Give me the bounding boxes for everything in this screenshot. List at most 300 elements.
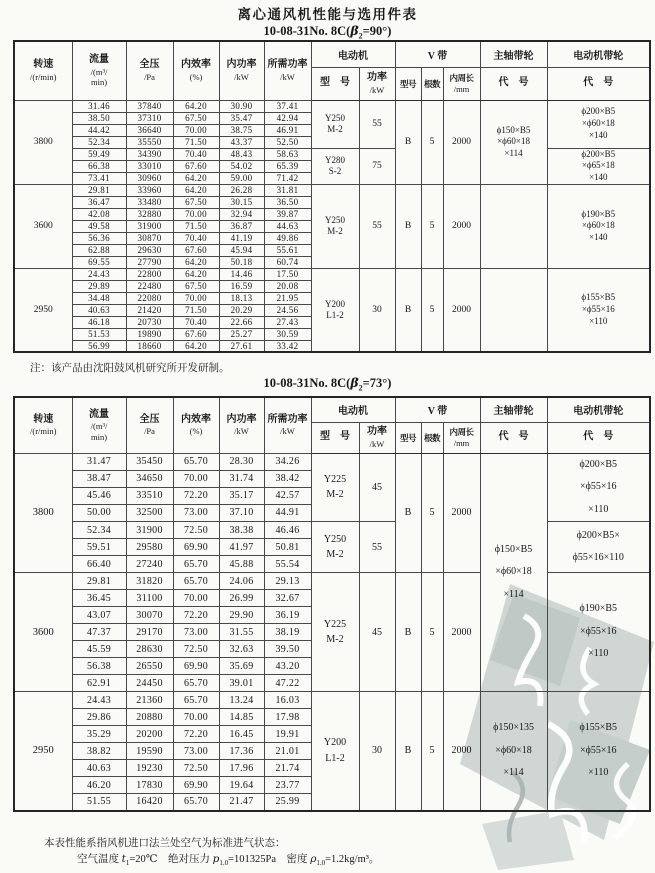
subtitle-text: 10-08-31No. 8C( (263, 24, 351, 38)
cell: 48.43 (219, 148, 264, 160)
cell: 44.42 (72, 124, 126, 136)
cell: 37310 (126, 112, 173, 124)
cell: 72.20 (173, 487, 219, 504)
cell: 73.41 (72, 172, 126, 184)
cell: 66.38 (72, 160, 126, 172)
table-row (14, 453, 650, 470)
cell: 46.18 (72, 316, 126, 328)
motor-model-text: Y225 (323, 618, 347, 630)
cell: 56.99 (72, 340, 126, 352)
cell: 45.94 (219, 244, 264, 256)
motor-pulley-cell (547, 100, 650, 148)
shaft-pulley-cell (480, 100, 547, 184)
cell: 50.18 (219, 256, 264, 268)
cell: 26.28 (219, 184, 264, 196)
cell: 39.87 (264, 208, 311, 220)
cell: 55.61 (264, 244, 311, 256)
cell: 50.81 (264, 539, 311, 556)
cell: 70.40 (173, 316, 219, 328)
motor-power-cell: 30 (359, 692, 395, 811)
cell: 43.37 (219, 136, 264, 148)
cell: 70.00 (173, 709, 219, 726)
col-header-motor-code: 代 号 (547, 67, 650, 100)
cell: 72.50 (173, 760, 219, 777)
pulley-code-text: ×ϕ55×16 (579, 481, 617, 492)
cell: 32.67 (264, 590, 311, 607)
table-row (14, 522, 650, 539)
cell: 16.03 (264, 692, 311, 709)
vbelt-model-cell: B (395, 100, 421, 184)
pulley-code-text: ϕ150×B5 (494, 543, 533, 555)
vbelt-count-cell: 5 (421, 100, 443, 184)
motor-model-text: M-2 (326, 489, 344, 501)
cell: 64.20 (173, 184, 219, 196)
cell: 65.70 (173, 794, 219, 811)
cell: 35450 (126, 453, 173, 470)
cell: 29630 (126, 244, 173, 256)
motor-model-text: Y250 (325, 113, 345, 124)
vbelt-count-cell: 5 (421, 453, 443, 573)
cell: 29.13 (264, 573, 311, 590)
cell: 23.77 (264, 777, 311, 794)
cell: 56.38 (72, 658, 126, 675)
cell: 59.00 (219, 172, 264, 184)
cell: 70.00 (173, 124, 219, 136)
source-note: 注：该产品由沈阳鼓风机研究所开发研制。 (30, 363, 230, 374)
cell: 72.20 (173, 607, 219, 624)
pulley-code-text: ×ϕ60×18 (581, 118, 615, 129)
cell: 21.95 (264, 292, 311, 304)
cell: 17.50 (264, 268, 311, 280)
cell: 42.08 (72, 208, 126, 220)
subtitle-text: =73°) (362, 376, 392, 390)
col-header-v-count: 根数 (421, 67, 443, 100)
motor-power-cell: 75 (359, 148, 395, 184)
cell: 19890 (126, 328, 173, 340)
beta-symbol: β (350, 375, 359, 390)
pulley-code-text: ϕ200×B5 (581, 148, 616, 159)
cell: 38.47 (72, 470, 126, 487)
pulley-code-text: ×140 (588, 171, 608, 182)
col-header-motor-power: 功率 /kW (359, 422, 395, 453)
cell: 27790 (126, 256, 173, 268)
cell: 40.63 (72, 304, 126, 316)
cell: 25.27 (219, 328, 264, 340)
cell: 73.00 (173, 504, 219, 521)
pulley-code-text: ×ϕ55×16 (579, 625, 617, 637)
cell: 67.60 (173, 244, 219, 256)
cell: 20730 (126, 316, 173, 328)
cell: 73.00 (173, 624, 219, 641)
table-row (14, 148, 650, 160)
cell: 34390 (126, 148, 173, 160)
cell: 34.26 (264, 453, 311, 470)
cell: 67.50 (173, 112, 219, 124)
footer-text: 空气温度 (77, 853, 122, 865)
pulley-code-text: ×114 (503, 588, 524, 600)
table-row (14, 184, 650, 196)
cell: 21.01 (264, 743, 311, 760)
cell: 35550 (126, 136, 173, 148)
cell: 27.61 (219, 340, 264, 352)
cell: 41.97 (219, 539, 264, 556)
col-header-motor-code: 代 号 (547, 422, 650, 453)
page-title: 离心通风机性能与选用件表 (237, 7, 418, 22)
cell: 45.59 (72, 641, 126, 658)
cell: 18.13 (219, 292, 264, 304)
cell: 51.53 (72, 328, 126, 340)
cell: 35.47 (219, 112, 264, 124)
cell: 19.64 (219, 777, 264, 794)
col-header-speed: 转速 /(r/min) (14, 41, 72, 100)
col-header-pressure: 全压 /Pa (126, 397, 173, 453)
pulley-code-text: ϕ155×B5 (579, 722, 618, 733)
motor-power-cell: 55 (359, 184, 395, 268)
pulley-code-text: ×110 (588, 767, 609, 778)
rpm-cell: 3800 (14, 453, 72, 573)
subtitle-text: =90°) (362, 24, 392, 38)
cell: 67.50 (173, 196, 219, 208)
cell: 45.46 (72, 487, 126, 504)
cell: 37.10 (219, 504, 264, 521)
cell: 49.58 (72, 220, 126, 232)
cell: 58.63 (264, 148, 311, 160)
motor-power-cell: 55 (359, 522, 395, 573)
motor-model-text: Y225 (323, 473, 347, 485)
col-header-required-power: 所需功率 /kW (264, 397, 311, 453)
cell: 55.54 (264, 556, 311, 573)
motor-model-cell (311, 453, 359, 522)
pulley-code-text: ϕ150×B5 (496, 124, 531, 135)
cell: 67.60 (173, 160, 219, 172)
cell: 64.20 (173, 172, 219, 184)
footer-text: =1.2kg/m³。 (325, 853, 380, 865)
cell: 35.29 (72, 726, 126, 743)
cell: 52.34 (72, 522, 126, 539)
cell: 65.70 (173, 692, 219, 709)
cell: 44.91 (264, 504, 311, 521)
motor-model-cell (311, 268, 359, 352)
col-header-v-model: 型号 (395, 67, 421, 100)
col-header-v-count: 根数 (421, 422, 443, 453)
motor-model-text: M-2 (327, 226, 343, 237)
pulley-code-text: ×ϕ65×18 (581, 160, 615, 171)
cell: 46.91 (264, 124, 311, 136)
cell: 42.94 (264, 112, 311, 124)
cell: 13.24 (219, 692, 264, 709)
cell: 69.90 (173, 777, 219, 794)
cell: 36.87 (219, 220, 264, 232)
vbelt-model-cell: B (395, 573, 421, 692)
pulley-code-text: ×110 (589, 315, 608, 326)
cell: 39.50 (264, 641, 311, 658)
cell: 65.70 (173, 573, 219, 590)
cell: 52.50 (264, 136, 311, 148)
motor-model-cell (311, 100, 359, 148)
cell: 64.20 (173, 340, 219, 352)
cell: 65.39 (264, 160, 311, 172)
col-header-v-length: 内周长 /mm (443, 67, 480, 100)
cell: 21360 (126, 692, 173, 709)
col-header-required-power: 所需功率 /kW (264, 41, 311, 100)
col-header-vbelt: V 带 (395, 41, 480, 67)
col-header-internal-power: 内功率 /kW (219, 41, 264, 100)
cell: 62.91 (72, 675, 126, 692)
cell: 30070 (126, 607, 173, 624)
motor-model-text: M-2 (326, 549, 344, 560)
pulley-code-text: ×110 (588, 648, 609, 660)
vbelt-length-cell: 2000 (443, 184, 480, 268)
shaft-pulley-cell (480, 453, 547, 692)
motor-model-cell (311, 522, 359, 573)
motor-model-text: Y200 (323, 737, 347, 749)
cell: 36.45 (72, 590, 126, 607)
motor-pulley-cell (547, 573, 650, 692)
motor-pulley-cell (547, 184, 650, 268)
pulley-code-text: ϕ200×B5 (579, 458, 618, 470)
cell: 59.49 (72, 148, 126, 160)
col-header-motor-pulley: 电动机带轮 (547, 41, 650, 67)
temp-variable: t (121, 852, 126, 865)
cell: 14.85 (219, 709, 264, 726)
cell: 31.55 (219, 624, 264, 641)
footer-text: =20℃ 绝对压力 (129, 853, 213, 865)
density-variable: ρ (310, 852, 317, 865)
footer-line2 (44, 852, 379, 869)
cell: 70.00 (173, 208, 219, 220)
cell: 31100 (126, 590, 173, 607)
cell: 16.45 (219, 726, 264, 743)
cell: 34650 (126, 470, 173, 487)
cell: 72.50 (173, 522, 219, 539)
pulley-code-text: ×ϕ60×18 (495, 566, 532, 577)
vbelt-model-cell: B (395, 184, 421, 268)
cell: 31820 (126, 573, 173, 590)
pulley-code-text: ϕ190×B5 (579, 603, 618, 615)
cell: 37.41 (264, 100, 311, 112)
cell: 42.57 (264, 487, 311, 504)
cell: 20.29 (219, 304, 264, 316)
pulley-code-text: ×114 (503, 767, 524, 778)
cell: 29170 (126, 624, 173, 641)
cell: 27.43 (264, 316, 311, 328)
motor-pulley-cell (547, 268, 650, 352)
cell: 69.55 (72, 256, 126, 268)
pulley-code-text: ϕ155×B5 (581, 292, 616, 303)
cell: 40.63 (72, 760, 126, 777)
motor-model-text: L1-2 (326, 309, 344, 320)
cell: 33480 (126, 196, 173, 208)
motor-power-cell: 45 (359, 453, 395, 522)
cell: 64.20 (173, 268, 219, 280)
motor-model-cell (311, 184, 359, 268)
table1-subtitle (0, 23, 655, 41)
motor-pulley-cell (547, 522, 650, 573)
cell: 47.22 (264, 675, 311, 692)
motor-power-cell: 45 (359, 573, 395, 692)
vbelt-count-cell: 5 (421, 692, 443, 811)
cell: 34.48 (72, 292, 126, 304)
cell: 32.63 (219, 641, 264, 658)
cell: 30.15 (219, 196, 264, 208)
cell: 38.42 (264, 470, 311, 487)
cell: 19590 (126, 743, 173, 760)
vbelt-length-cell: 2000 (443, 100, 480, 184)
density-subscript: 1.0 (316, 858, 326, 867)
motor-model-text: Y250 (325, 215, 345, 226)
vbelt-length-cell: 2000 (443, 573, 480, 692)
cell: 69.90 (173, 539, 219, 556)
footer-note (44, 836, 379, 868)
motor-model-text: M-2 (326, 634, 344, 645)
cell: 35.69 (219, 658, 264, 675)
col-header-flow: 流量 /(m³/ min) (72, 41, 126, 100)
beta-subscript: 2 (358, 383, 363, 393)
cell: 70.00 (173, 590, 219, 607)
pulley-code-text: ϕ55×16×110 (572, 552, 624, 563)
cell: 43.20 (264, 658, 311, 675)
vbelt-count-cell: 5 (421, 573, 443, 692)
cell: 30960 (126, 172, 173, 184)
cell: 50.00 (72, 504, 126, 521)
table2-container (13, 396, 651, 812)
motor-model-text: Y200 (325, 299, 345, 310)
cell: 17830 (126, 777, 173, 794)
cell: 66.40 (72, 556, 126, 573)
pulley-code-text: ×114 (504, 147, 523, 158)
motor-model-cell (311, 692, 359, 811)
cell: 60.74 (264, 256, 311, 268)
cell: 21420 (126, 304, 173, 316)
cell: 70.40 (173, 148, 219, 160)
col-header-motor: 电动机 (311, 397, 395, 422)
cell: 24.06 (219, 573, 264, 590)
cell: 21.47 (219, 794, 264, 811)
cell: 16420 (126, 794, 173, 811)
cell: 67.50 (173, 280, 219, 292)
cell: 22480 (126, 280, 173, 292)
cell: 19230 (126, 760, 173, 777)
cell: 56.36 (72, 232, 126, 244)
pulley-code-text: ϕ200×B5× (576, 529, 620, 541)
cell: 49.86 (264, 232, 311, 244)
motor-pulley-cell (547, 148, 650, 184)
cell: 70.00 (173, 292, 219, 304)
col-header-motor-model: 型 号 (311, 422, 359, 453)
pressure-variable: p (212, 852, 220, 865)
cell: 65.70 (173, 675, 219, 692)
cell: 17.36 (219, 743, 264, 760)
motor-model-text: L1-2 (325, 752, 345, 764)
cell: 21.74 (264, 760, 311, 777)
cell: 22800 (126, 268, 173, 280)
pulley-code-text: ϕ200×B5 (581, 106, 616, 117)
col-header-shaft-code: 代 号 (480, 422, 547, 453)
footer-text: =101325Pa 密度 (228, 853, 311, 865)
col-header-v-length: 内周长 /mm (443, 422, 480, 453)
pulley-code-text: ×ϕ60×18 (495, 744, 532, 756)
table-row (14, 692, 650, 709)
cell: 62.88 (72, 244, 126, 256)
cell: 17.98 (264, 709, 311, 726)
vbelt-length-cell: 2000 (443, 268, 480, 352)
cell: 36640 (126, 124, 173, 136)
vbelt-model-cell: B (395, 453, 421, 573)
pulley-code-text: ×140 (588, 231, 608, 242)
motor-model-text: Y250 (323, 533, 347, 545)
cell: 29.81 (72, 184, 126, 196)
cell: 28630 (126, 641, 173, 658)
cell: 33960 (126, 184, 173, 196)
cell: 36.47 (72, 196, 126, 208)
cell: 38.50 (72, 112, 126, 124)
pulley-code-text: ×ϕ55×16 (581, 303, 615, 314)
beta-symbol: β (350, 23, 359, 38)
table-row (14, 268, 650, 280)
cell: 45.88 (219, 556, 264, 573)
cell: 29.86 (72, 709, 126, 726)
cell: 28.30 (219, 453, 264, 470)
cell: 31.47 (72, 453, 126, 470)
motor-model-cell (311, 148, 359, 184)
cell: 30870 (126, 232, 173, 244)
pulley-code-text: ×ϕ60×18 (497, 136, 530, 147)
cell: 70.40 (173, 232, 219, 244)
cell: 24.43 (72, 692, 126, 709)
cell: 52.34 (72, 136, 126, 148)
rpm-cell: 3600 (14, 573, 72, 692)
motor-model-text: Y280 (325, 155, 345, 166)
cell: 19.91 (264, 726, 311, 743)
cell: 20880 (126, 709, 173, 726)
cell: 24.43 (72, 268, 126, 280)
vbelt-length-cell: 2000 (443, 453, 480, 573)
col-header-motor: 电动机 (311, 41, 395, 67)
vbelt-count-cell: 5 (421, 268, 443, 352)
rpm-cell: 3600 (14, 184, 72, 268)
col-header-motor-pulley: 电动机带轮 (547, 397, 650, 422)
cell: 14.46 (219, 268, 264, 280)
cell: 24450 (126, 675, 173, 692)
footer-line1: 本表性能系指风机进口法兰处空气为标准进气状态： (44, 838, 286, 849)
col-header-shaft-code: 代 号 (480, 67, 547, 100)
cell: 16.59 (219, 280, 264, 292)
col-header-motor-power: 功率 /kW (359, 67, 395, 100)
cell: 38.38 (219, 522, 264, 539)
cell: 37840 (126, 100, 173, 112)
cell: 32500 (126, 504, 173, 521)
col-header-motor-model: 型 号 (311, 67, 359, 100)
cell: 20200 (126, 726, 173, 743)
cell: 71.50 (173, 304, 219, 316)
cell: 27240 (126, 556, 173, 573)
cell: 72.20 (173, 726, 219, 743)
col-header-pressure: 全压 /Pa (126, 41, 173, 100)
cell: 70.00 (173, 470, 219, 487)
cell: 32880 (126, 208, 173, 220)
rpm-cell: 3800 (14, 100, 72, 184)
cell: 46.46 (264, 522, 311, 539)
motor-pulley-cell (547, 692, 650, 811)
cell: 73.00 (173, 743, 219, 760)
col-header-internal-power: 内功率 /kW (219, 397, 264, 453)
shaft-pulley-cell (480, 184, 547, 268)
cell: 69.90 (173, 658, 219, 675)
cell: 67.60 (173, 328, 219, 340)
cell: 38.19 (264, 624, 311, 641)
cell: 33010 (126, 160, 173, 172)
cell: 33.42 (264, 340, 311, 352)
